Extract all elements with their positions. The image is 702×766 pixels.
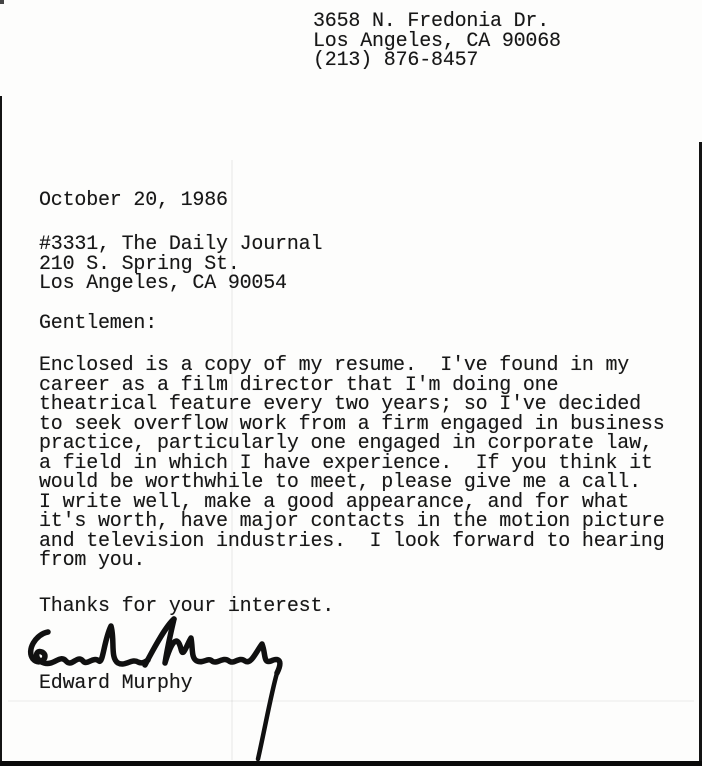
paper-crease-horizontal <box>8 700 694 702</box>
salutation-line: Gentlemen: <box>39 312 158 335</box>
body-line: practice, particularly one engaged in corporate law, <box>39 432 653 455</box>
body-line: it's worth, have major contacts in the motion picture <box>39 510 665 533</box>
scan-edge-bottom <box>0 761 702 766</box>
body-line: theatrical feature every two years; so I've decided <box>39 393 641 416</box>
body-line: career as a film director that I'm doing one <box>39 373 559 397</box>
letter-date <box>39 191 228 211</box>
body-line: would be worthwhile to meet, please give me a call. <box>39 471 641 494</box>
sender-address-line: (213) 876-8457 <box>313 49 479 72</box>
recipient-address <box>39 235 322 294</box>
sender-address-line: Los Angeles, CA 90068 <box>313 29 561 53</box>
scan-corner-speck <box>0 0 4 4</box>
closing-line <box>39 597 334 617</box>
sender-address-line: 3658 N. Fredonia Dr. <box>313 10 550 33</box>
paper-crease-vertical <box>231 160 233 760</box>
recipient-address-line: Los Angeles, CA 90054 <box>39 272 287 295</box>
typed-name <box>39 674 192 694</box>
sender-address <box>313 12 561 71</box>
body-line: I write well, make a good appearance, and for what <box>39 490 630 514</box>
salutation <box>39 314 157 334</box>
letter-body <box>39 356 665 571</box>
recipient-address-line: #3331, The Daily Journal <box>39 233 323 256</box>
recipient-address-line: 210 S. Spring St. <box>39 252 240 276</box>
body-line: and television industries. I look forward to hearing <box>39 529 665 553</box>
closing-text: Thanks for your interest. <box>39 595 335 618</box>
body-line: from you. <box>39 549 146 572</box>
body-line: to seek overflow work from a firm engaged in business <box>39 412 665 436</box>
typed-name-text: Edward Murphy <box>39 672 193 695</box>
body-line: Enclosed is a copy of my resume. I've found in my <box>39 354 630 377</box>
scan-edge-left <box>0 96 2 766</box>
body-line: a field in which I have experience. If you think it <box>39 451 653 475</box>
date-line: October 20, 1986 <box>39 189 228 212</box>
